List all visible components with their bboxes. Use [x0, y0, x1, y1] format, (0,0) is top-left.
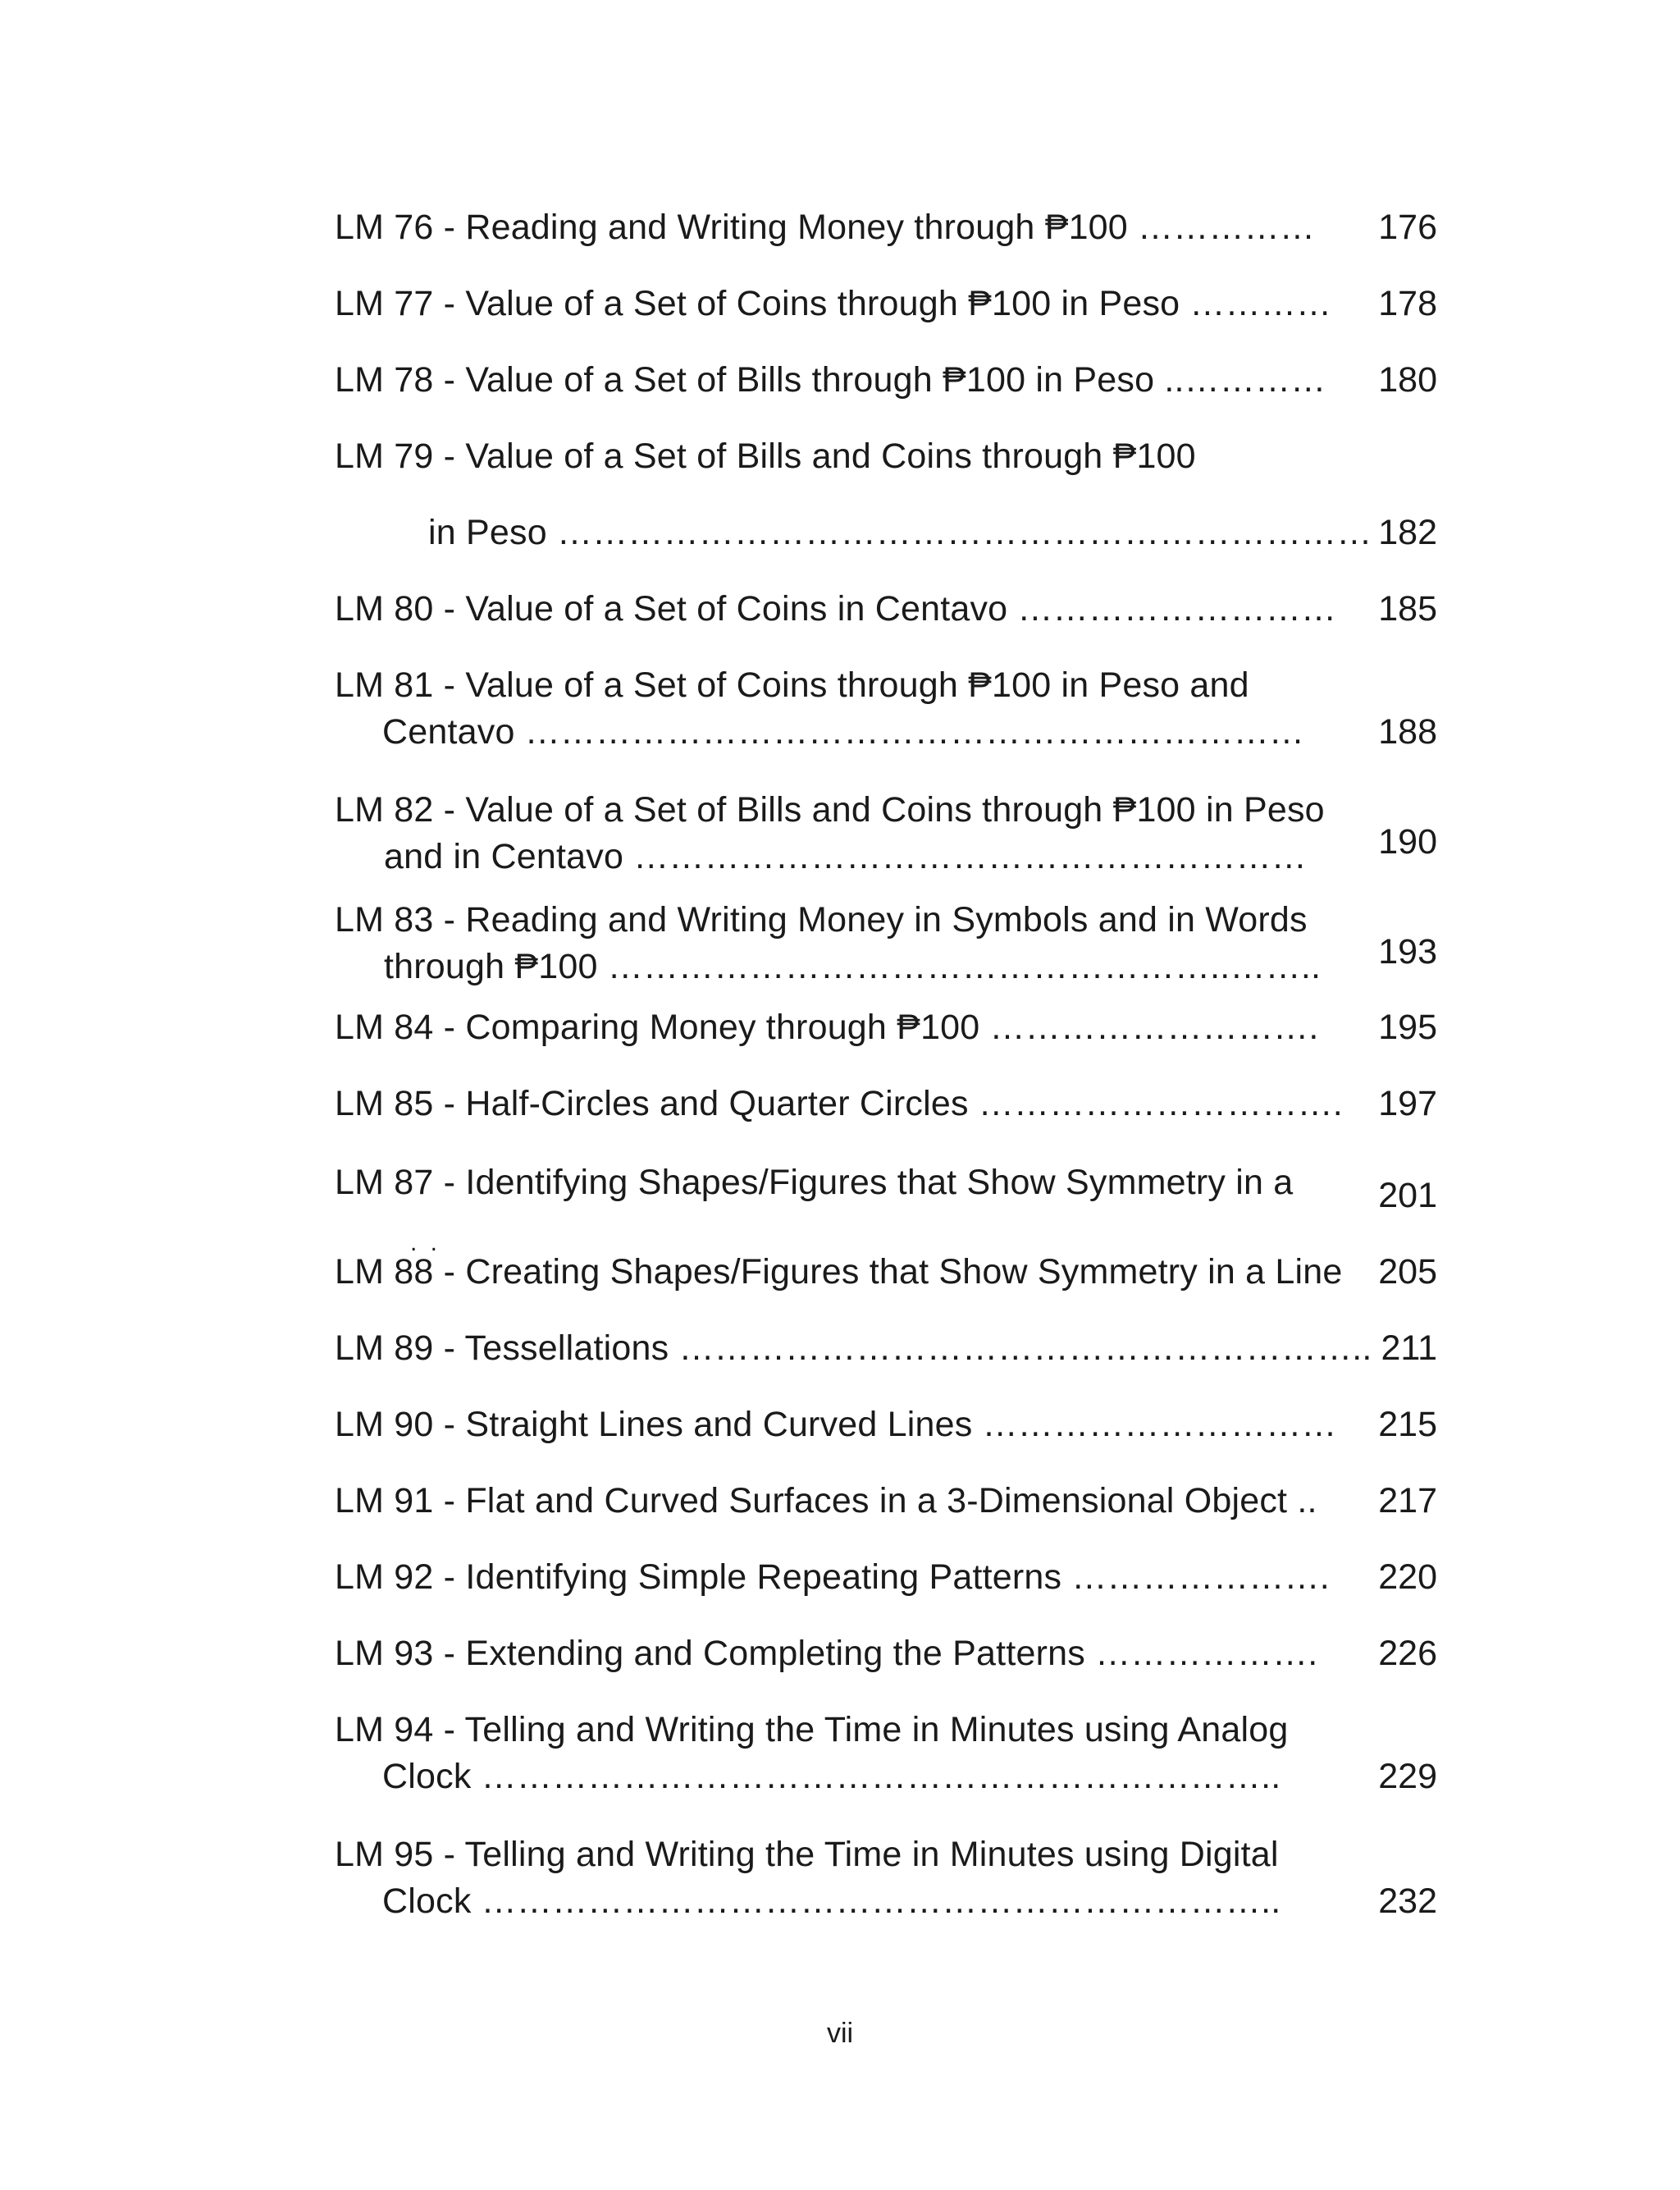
toc-page-number: 215 [1378, 1405, 1437, 1444]
toc-entry-lm-84: LM 84 - Comparing Money through ₱100 ………………………. [335, 1008, 1319, 1047]
toc-entry-continuation: in Peso …………………………………………………………… [428, 513, 1372, 552]
toc-entry-lm-87: LM 87 - Identifying Shapes/Figures that Show Symmetry in a [335, 1163, 1294, 1202]
toc-page-number: 226 [1378, 1634, 1437, 1673]
toc-entry-lm-94: LM 94 - Telling and Writing the Time in Minutes using Analog [335, 1710, 1289, 1749]
stray-mark: . . [410, 1229, 441, 1256]
toc-entry-continuation: Clock ………………………………………………………….. [382, 1757, 1281, 1796]
toc-entry-lm-91: LM 91 - Flat and Curved Surfaces in a 3-Dimensional Object .. [335, 1481, 1317, 1520]
toc-entry-lm-83: LM 83 - Reading and Writing Money in Symbols and in Words [335, 900, 1308, 940]
toc-page-number: 193 [1378, 932, 1437, 972]
page-number: vii [826, 2018, 854, 2049]
toc-entry-lm-76: LM 76 - Reading and Writing Money through ₱100 …………… [335, 208, 1316, 247]
toc-entry-lm-78: LM 78 - Value of a Set of Bills through ₱100 in Peso ..………… [335, 360, 1326, 400]
toc-entry-lm-77: LM 77 - Value of a Set of Coins through ₱100 in Peso ………… [335, 284, 1332, 323]
toc-entry-continuation: and in Centavo ………………………………………………… [384, 837, 1308, 876]
toc-page-number: 220 [1378, 1557, 1437, 1597]
toc-page-number: 201 [1378, 1176, 1437, 1215]
toc-entry-lm-79: LM 79 - Value of a Set of Bills and Coins through ₱100 [335, 437, 1196, 476]
toc-page-number: 197 [1378, 1084, 1437, 1123]
toc-entry-lm-95: LM 95 - Telling and Writing the Time in Minutes using Digital [335, 1835, 1279, 1874]
toc-page-number: 205 [1378, 1252, 1437, 1292]
toc-page-number: 178 [1378, 284, 1437, 323]
toc-page-number: 190 [1378, 822, 1437, 862]
toc-entry-lm-80: LM 80 - Value of a Set of Coins in Centavo ……………………… [335, 589, 1337, 629]
toc-entry-continuation: through ₱100 ……………………………………………..…….. [384, 947, 1322, 986]
toc-entry-continuation: Clock ………………………………………………………….. [382, 1881, 1281, 1921]
toc-page-number: 232 [1378, 1881, 1437, 1921]
toc-entry-lm-93: LM 93 - Extending and Completing the Patterns ………………. [335, 1634, 1318, 1673]
toc-page-number: 185 [1378, 589, 1437, 629]
toc-entry-lm-81: LM 81 - Value of a Set of Coins through ₱100 in Peso and [335, 665, 1249, 705]
toc-entry-lm-88: LM 88 - Creating Shapes/Figures that Show Symmetry in a Line [335, 1252, 1343, 1292]
toc-page-number: 217 [1378, 1481, 1437, 1520]
toc-page-number: 195 [1378, 1008, 1437, 1047]
toc-page-number: 211 [1381, 1328, 1437, 1368]
toc-page-number: 188 [1378, 712, 1437, 752]
toc-page-number: 176 [1378, 208, 1437, 247]
toc-entry-lm-82: LM 82 - Value of a Set of Bills and Coins through ₱100 in Peso [335, 790, 1325, 830]
toc-page-number: 182 [1378, 513, 1437, 552]
toc-entry-lm-92: LM 92 - Identifying Simple Repeating Patterns …………………. [335, 1557, 1330, 1597]
toc-entry-continuation: Centavo ………………………………………………………… [382, 712, 1305, 752]
toc-page-number: 229 [1378, 1757, 1437, 1796]
toc-entry-lm-85: LM 85 - Half-Circles and Quarter Circles …………………………. [335, 1084, 1343, 1123]
toc-entry-lm-89: LM 89 - Tessellations ………………………………………………….. [335, 1328, 1372, 1368]
toc-page-number: 180 [1378, 360, 1437, 400]
toc-entry-lm-90: LM 90 - Straight Lines and Curved Lines ………………………… [335, 1405, 1337, 1444]
